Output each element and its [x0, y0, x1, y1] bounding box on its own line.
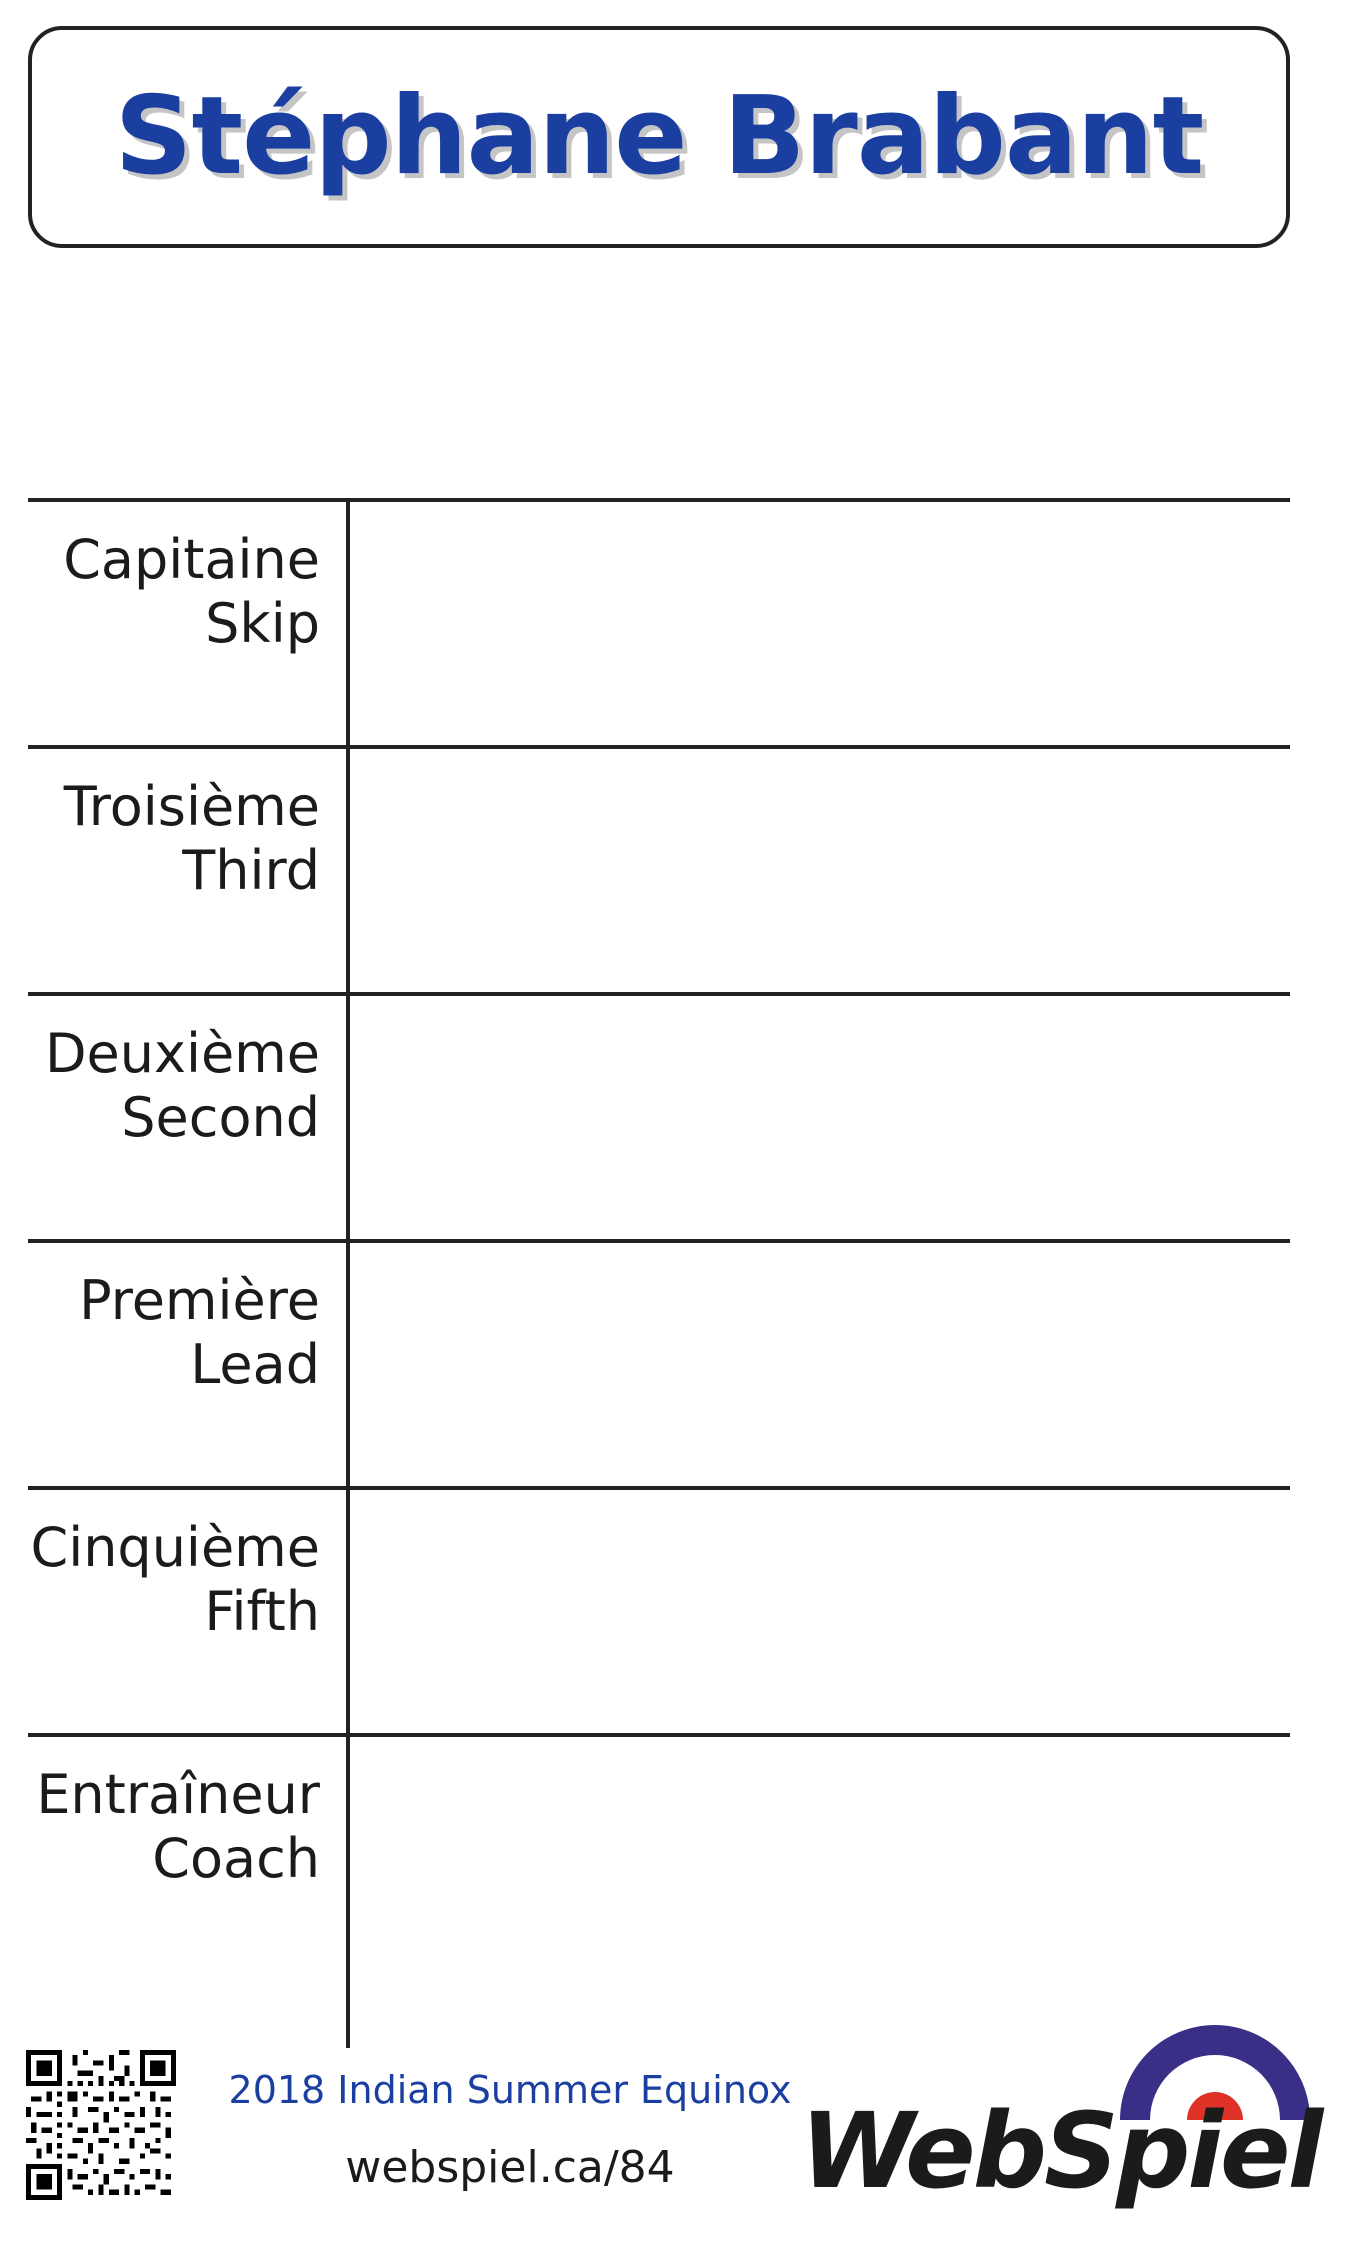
position-label-en: Second [121, 1085, 320, 1149]
position-label-fr: Première [79, 1269, 320, 1332]
position-value-text [376, 1516, 1270, 1526]
position-label-fifth [28, 1490, 346, 1733]
event-url[interactable]: webspiel.ca/84 [345, 2142, 675, 2193]
event-name: 2018 Indian Summer Equinox [228, 2068, 792, 2112]
position-label-fr: Entraîneur [36, 1763, 320, 1826]
webspiel-logo[interactable] [800, 2002, 1340, 2252]
table-row [28, 1239, 1290, 1486]
position-value-coach[interactable] [346, 1737, 1290, 1980]
table-row [28, 1486, 1290, 1733]
position-value-text [376, 1763, 1270, 1773]
position-label-fr: Cinquième [30, 1516, 320, 1579]
position-label-fr: Capitaine [63, 528, 320, 591]
position-label-skip [28, 502, 346, 745]
position-value-text [376, 528, 1270, 538]
table-row [28, 745, 1290, 992]
table-row [28, 498, 1290, 745]
position-label-en: Coach [152, 1826, 320, 1890]
table-row [28, 992, 1290, 1239]
position-label-third [28, 749, 346, 992]
page-title: Stéphane Brabant [114, 74, 1204, 199]
position-value-lead[interactable] [346, 1243, 1290, 1486]
position-value-second[interactable] [346, 996, 1290, 1239]
position-label-coach [28, 1737, 346, 1980]
position-value-text [376, 1269, 1270, 1279]
table-row [28, 1733, 1290, 1980]
position-label-second [28, 996, 346, 1239]
position-value-text [376, 775, 1270, 785]
position-label-en: Lead [190, 1332, 320, 1396]
position-label-lead [28, 1243, 346, 1486]
position-label-fr: Deuxième [44, 1022, 320, 1085]
player-name-card [28, 26, 1290, 248]
position-label-en: Skip [205, 591, 320, 655]
position-value-text [376, 1022, 1270, 1032]
position-label-fr: Troisième [63, 775, 320, 838]
position-value-fifth[interactable] [346, 1490, 1290, 1733]
position-label-en: Third [182, 838, 320, 902]
roster-table [28, 498, 1290, 1980]
position-value-third[interactable] [346, 749, 1290, 992]
qr-code-icon[interactable] [26, 2050, 176, 2200]
footer [0, 2030, 1350, 2250]
position-value-skip[interactable] [346, 502, 1290, 745]
webspiel-logo-text: WebSpiel [800, 2090, 1321, 2212]
position-label-en: Fifth [204, 1579, 320, 1643]
